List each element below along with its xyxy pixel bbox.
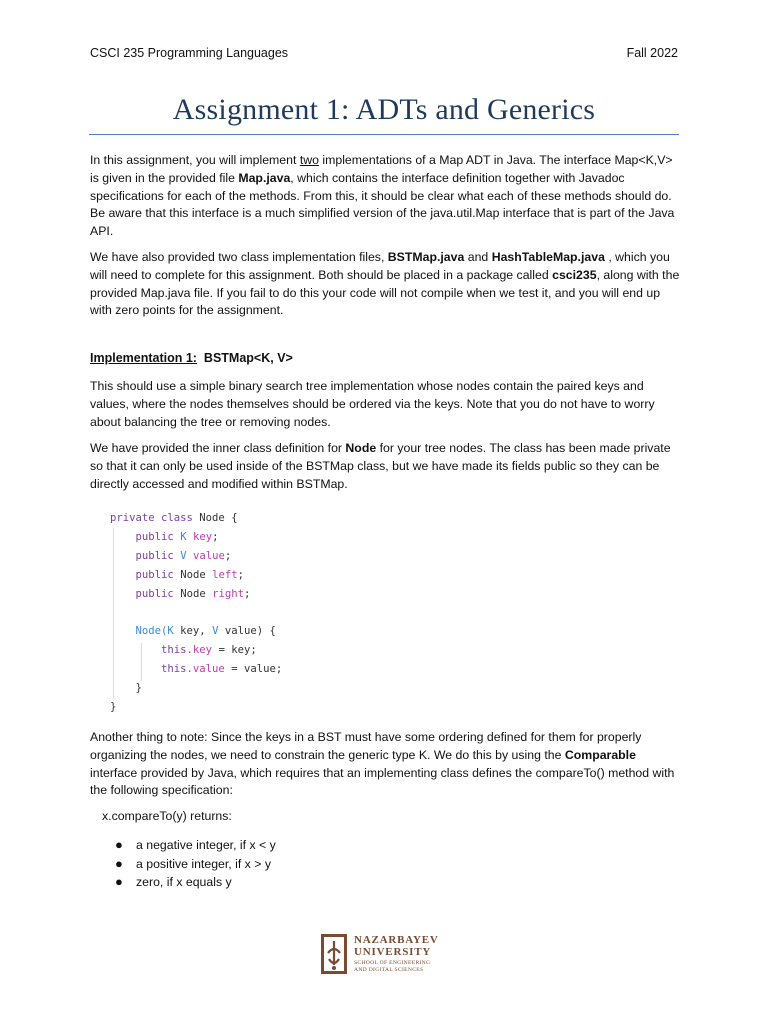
code-line: } bbox=[110, 700, 117, 713]
course-header: CSCI 235 Programming Languages bbox=[90, 46, 289, 60]
impl-paragraph-2: We have provided the inner class definition for Node for your tree nodes. The class has been made private so that it can only be used inside of the BSTMap class, but we have made its fields public so they can be directly accessed and modified within BSTMap. bbox=[90, 441, 671, 491]
code-line: this.value = value; bbox=[161, 663, 283, 676]
university-emblem-icon bbox=[320, 933, 348, 975]
emphasis-two: two bbox=[299, 153, 319, 167]
list-item: ● a negative integer, if x < y bbox=[115, 836, 276, 855]
code-line: public Node left; bbox=[135, 568, 244, 581]
node-code-block bbox=[110, 509, 282, 717]
bstmap-filename: BSTMap.java bbox=[387, 250, 465, 264]
code-line: public K key; bbox=[135, 530, 219, 543]
code-line: private class Node { bbox=[110, 512, 238, 524]
code-line: public Node right; bbox=[135, 587, 251, 600]
term-header: Fall 2022 bbox=[626, 46, 678, 60]
logo-name-line-1: NAZARBAYEV bbox=[354, 934, 439, 946]
code-line: Node(K key, V value) { bbox=[135, 625, 276, 638]
intro-paragraph-2: We have also provided two class implementation files, BSTMap.java and HashTableMap.java , which you will need to complete for this assignment. Both should be placed in a package called csci235, along with the provided Map.java file. If you fail to do this your code will not compile when we test it, and you will end up with zero points for the assignment. bbox=[90, 250, 680, 318]
university-logo bbox=[320, 933, 450, 977]
page-title: Assignment 1: ADTs and Generics bbox=[172, 93, 596, 126]
bullet-icon: ● bbox=[115, 874, 123, 890]
code-line bbox=[110, 603, 282, 622]
logo-school-line-1: SCHOOL OF ENGINEERING bbox=[354, 960, 431, 966]
compareto-spec-label: x.compareTo(y) returns: bbox=[102, 809, 232, 823]
comparable-interface-name: Comparable bbox=[564, 747, 636, 762]
bullet-icon: ● bbox=[115, 837, 123, 852]
intro-paragraph-1: In this assignment, you will implement two implementations of a Map ADT in Java. The interface Map<K,V> is given in the provided file Map.java, which contains the interface definition together with Javadoc specifications for each of the methods. From this, it should be clear what each of these methods should do. Be aware that this interface is a much simplified version of the java.util.Map interface that is part of the Java API. bbox=[90, 153, 675, 239]
logo-school-line-2: AND DIGITAL SCIENCES bbox=[354, 967, 424, 973]
impl-paragraph-1: This should use a simple binary search tree implementation whose nodes contain the paired keys and values, where the nodes themselves should be ordered via the keys. Note that you do not have to worry about balancing the tree or removing nodes. bbox=[90, 379, 655, 429]
code-line: } bbox=[135, 682, 142, 695]
title-underline bbox=[89, 134, 679, 135]
node-class-name: Node bbox=[345, 441, 377, 455]
package-name: csci235 bbox=[552, 267, 597, 282]
impl-paragraph-3: Another thing to note: Since the keys in a BST must have some ordering defined for them for properly organizing the nodes, we need to constrain the generic type K. We do this by using the Comparable interface provided by Java, which requires that an implementing class defines the compareTo() method with the following specification: bbox=[90, 730, 675, 798]
code-line: public V value; bbox=[135, 549, 232, 562]
compareto-spec-list bbox=[115, 836, 276, 892]
logo-name-line-2: UNIVERSITY bbox=[354, 946, 432, 958]
bullet-icon: ● bbox=[115, 855, 123, 871]
map-java-filename: Map.java bbox=[238, 170, 291, 185]
hashtablemap-filename: HashTableMap.java bbox=[491, 250, 605, 264]
section-heading: Implementation 1: BSTMap<K, V> bbox=[90, 351, 293, 365]
list-item: ● a positive integer, if x > y bbox=[115, 855, 276, 874]
code-line: this.key = key; bbox=[161, 644, 257, 657]
list-item: ● zero, if x equals y bbox=[115, 873, 276, 892]
